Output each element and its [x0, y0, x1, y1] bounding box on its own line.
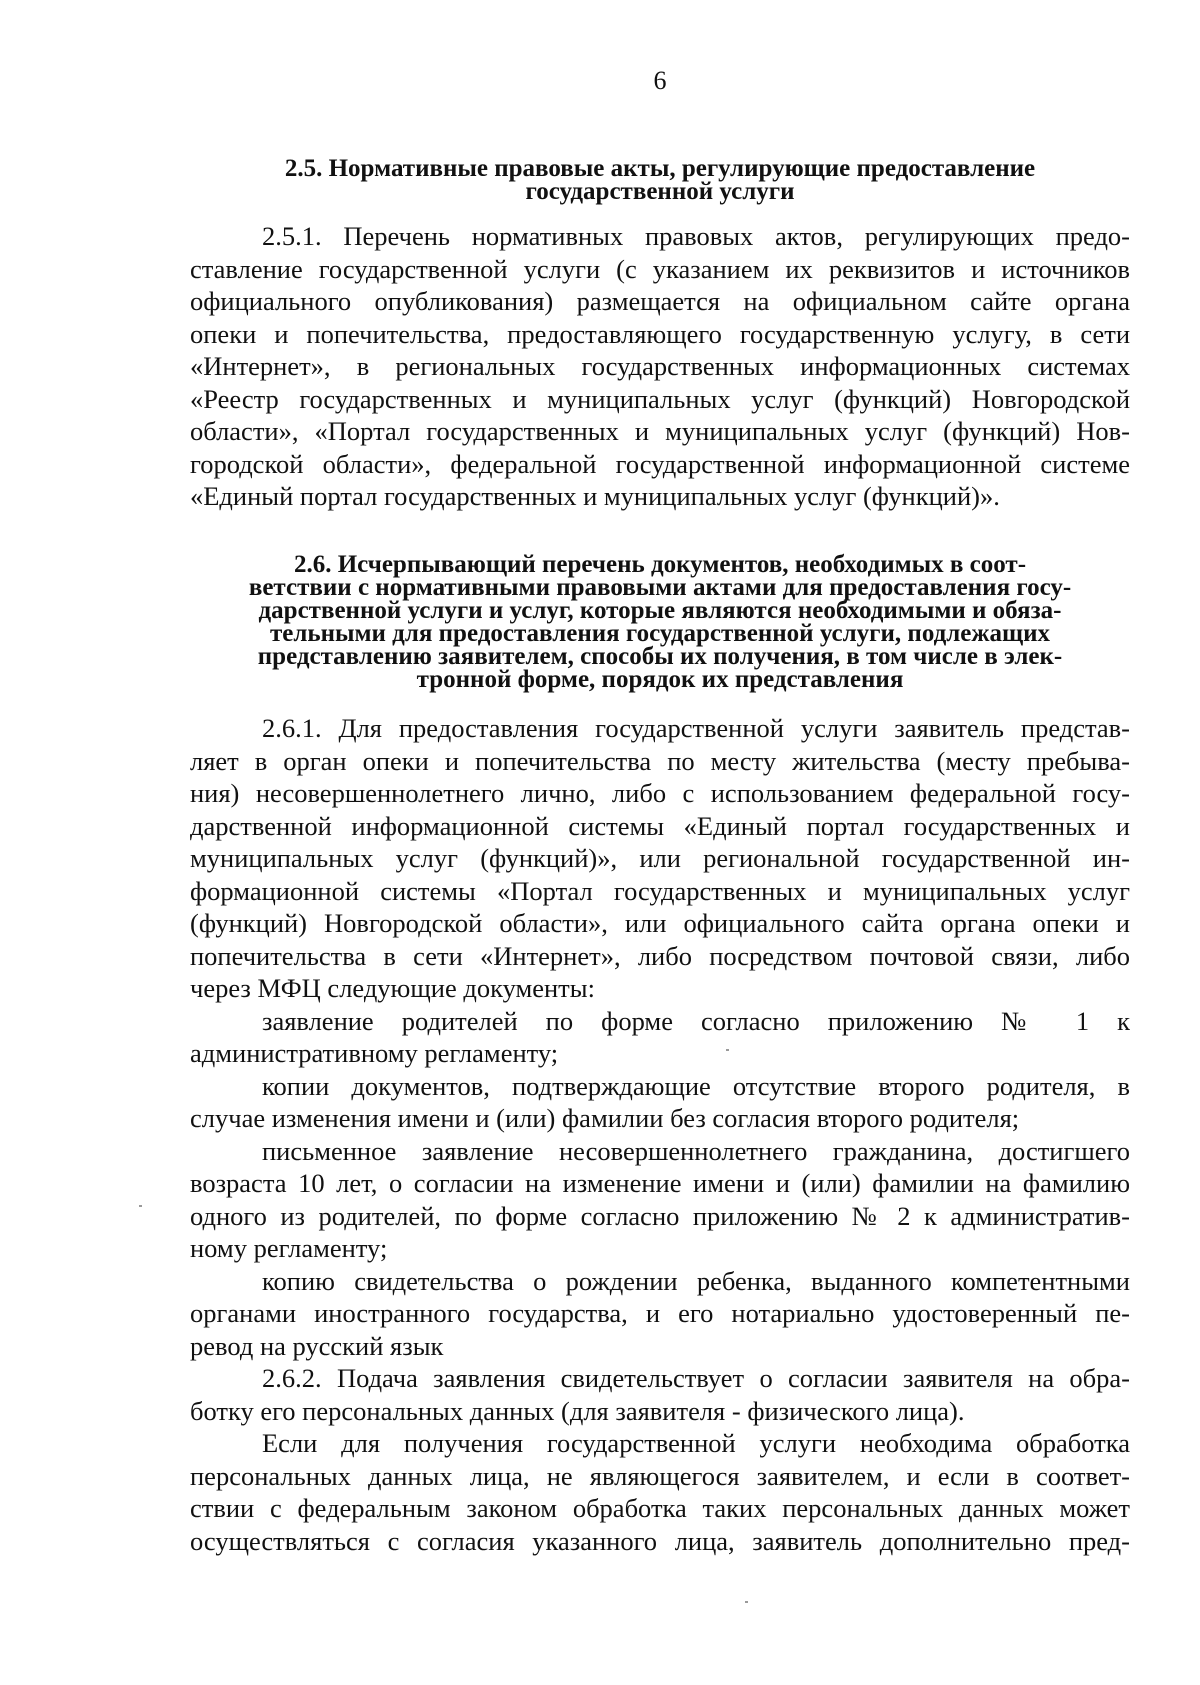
text-line: дарственной информационной системы «Единый портал государственных и	[190, 810, 1130, 841]
text-line: «Интернет», в региональных государственных информационных системах	[190, 351, 1130, 381]
text-line: 2.6.1. Для предоставления государственной услуги заявитель представ-	[262, 713, 1130, 743]
text-line: копию свидетельства о рождении ребенка, выданного компетентными	[262, 1265, 1130, 1296]
section-2-5-heading	[190, 157, 1130, 203]
text-line: 2.5.1. Перечень нормативных правовых актов, регулирующих предо-	[262, 221, 1130, 251]
text-line: письменное заявление несовершеннолетнего гражданина, достигшего	[262, 1135, 1130, 1166]
text-line: формационной системы «Портал государственных и муниципальных услуг	[190, 875, 1130, 906]
list-item-birth-certificate	[190, 1265, 1130, 1363]
heading-line: 2.5. Нормативные правовые акты, регулирующие предоставление	[284, 155, 1036, 182]
text-line: официального опубликования) размещается на официальном сайте органа	[190, 286, 1130, 316]
heading-line: тронной форме, порядок их представления	[416, 666, 904, 693]
heading-line: ветствии с нормативными правовыми актами для предоставления госу-	[248, 574, 1072, 601]
text-line: персональных данных лица, не являющегося заявителем, и если в соответ-	[190, 1460, 1130, 1491]
heading-line: дарственной услуги и услуг, которые являются необходимыми и обяза-	[258, 597, 1062, 624]
text-line: ляет в орган опеки и попечительства по месту жительства (месту пребыва-	[190, 745, 1130, 776]
heading-line: тельными для предоставления государственной услуги, подлежащих	[269, 620, 1051, 647]
text-line: случае изменения имени и (или) фамилии без согласия второго родителя;	[190, 1103, 1020, 1133]
text-line: административному регламенту;	[190, 1038, 559, 1068]
text-line: ставление государственной услуги (с указанием их реквизитов и источников	[190, 253, 1130, 284]
text-line: ствии с федеральным законом обработка таких персональных данных может	[190, 1493, 1130, 1523]
list-item-application	[190, 1005, 1130, 1070]
section-2-6-body	[190, 712, 1130, 1557]
paragraph-2-5-1	[190, 220, 1130, 513]
scan-speck	[745, 1601, 748, 1603]
section-2-6-heading	[190, 553, 1130, 691]
paragraph-2-6-1	[190, 712, 1130, 1005]
heading-line: представлению заявителем, способы их получения, в том числе в элек-	[257, 643, 1063, 670]
text-line: через МФЦ следующие документы:	[190, 973, 595, 1003]
text-line: ботку его персональных данных (для заявителя - физического лица).	[190, 1395, 965, 1426]
text-line: муниципальных услуг (функций)», или региональной государственной ин-	[190, 843, 1130, 873]
heading-line: государственной услуги	[525, 178, 795, 205]
text-line: области», «Портал государственных и муниципальных услуг (функций) Нов-	[190, 416, 1130, 446]
text-line: ния) несовершеннолетнего лично, либо с использованием федеральной госу-	[190, 778, 1130, 808]
text-line: ному регламенту;	[190, 1233, 388, 1263]
text-line: городской области», федеральной государственной информационной системе	[190, 448, 1130, 479]
scan-speck	[139, 1205, 142, 1207]
scan-speck	[726, 1049, 729, 1051]
paragraph-consent	[190, 1427, 1130, 1557]
text-line: одного из родителей, по форме согласно приложению № 2 к административ-	[190, 1200, 1130, 1231]
text-line: копии документов, подтверждающие отсутствие второго родителя, в	[262, 1070, 1130, 1101]
document-page	[190, 0, 1130, 1685]
page-number: 6	[653, 66, 667, 95]
paragraph-2-6-2	[190, 1362, 1130, 1427]
list-item-document-copies	[190, 1070, 1130, 1135]
text-line: «Реестр государственных и муниципальных услуг (функций) Новгородской	[190, 383, 1130, 414]
heading-line: 2.6. Исчерпывающий перечень документов, необходимых в соот-	[293, 551, 1027, 578]
text-line: опеки и попечительства, предоставляющего государственную услугу, в сети	[190, 318, 1130, 349]
text-line: «Единый портал государственных и муниципальных услуг (функций)».	[190, 481, 1000, 511]
text-line: 2.6.2. Подача заявления свидетельствует о согласии заявителя на обра-	[262, 1363, 1130, 1393]
text-line: Если для получения государственной услуги необходима обработка	[262, 1428, 1130, 1458]
text-line: заявление родителей по форме согласно приложению № 1 к	[262, 1005, 1130, 1036]
text-line: органами иностранного государства, и его нотариально удостоверенный пе-	[190, 1298, 1130, 1328]
text-line: попечительства в сети «Интернет», либо посредством почтовой связи, либо	[190, 940, 1130, 971]
text-line: возраста 10 лет, о согласии на изменение имени и (или) фамилии на фамилию	[190, 1168, 1130, 1198]
text-line: осуществляться с согласия указанного лица, заявитель дополнительно пред-	[190, 1525, 1130, 1556]
text-line: (функций) Новгородской области», или официального сайта органа опеки и	[190, 908, 1130, 938]
text-line: ревод на русский язык	[190, 1330, 444, 1361]
list-item-minor-statement	[190, 1135, 1130, 1265]
